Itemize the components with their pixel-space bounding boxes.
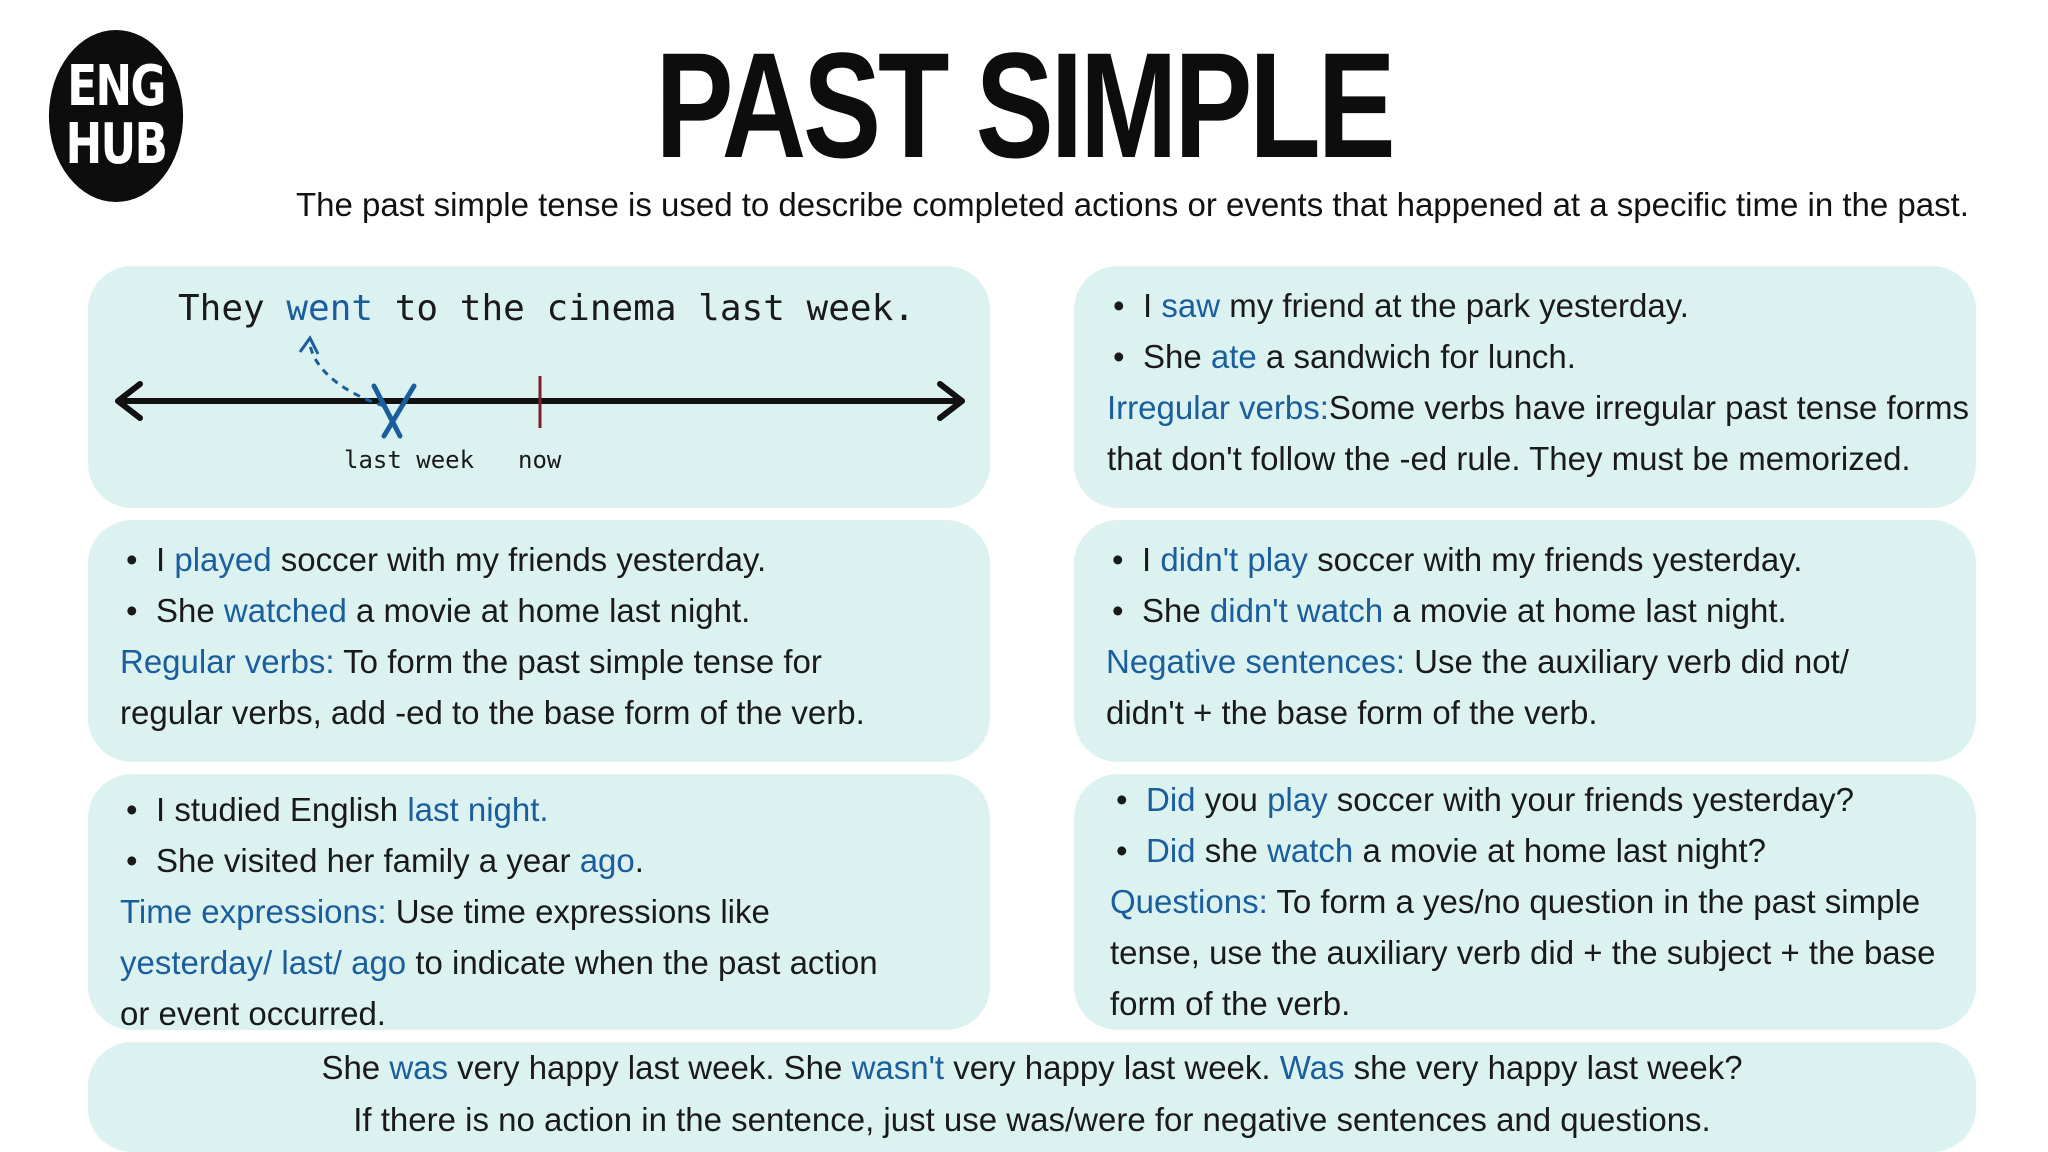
was-s2-verb: wasn't <box>851 1049 945 1086</box>
question-ex2-did: Did <box>1146 832 1196 869</box>
timeline-sentence-pre: They <box>178 288 287 329</box>
page-title: PAST SIMPLE <box>655 21 1393 189</box>
question-ex1-mid: you <box>1195 781 1268 818</box>
regular-rule-label: Regular verbs: <box>120 643 335 680</box>
was-s1-pre: She <box>321 1049 390 1086</box>
marker-last-week-label: last week <box>344 446 475 474</box>
irregular-rule-line-2: that don't follow the -ed rule. They must be memorized. <box>1107 440 1911 477</box>
irregular-rule-line-1: Some verbs have irregular past tense forms <box>1328 389 1970 426</box>
regular-ex2-pre: She <box>156 592 224 629</box>
regular-ex1-verb: played <box>174 541 272 578</box>
time-rule-line-1: Use time expressions like <box>386 893 770 930</box>
irregular-ex2-pre: She <box>1143 338 1211 375</box>
irregular-ex2-verb: ate <box>1210 338 1257 375</box>
question-ex1-did: Did <box>1146 781 1196 818</box>
question-ex2-verb: watch <box>1267 832 1354 869</box>
was-s2-post: very happy last week. <box>944 1049 1280 1086</box>
regular-ex2-post: a movie at home last night. <box>346 592 751 629</box>
negative-ex1-verb: didn't play <box>1160 541 1308 578</box>
questions-rule-line-3: form of the verb. <box>1110 985 1351 1022</box>
questions-rule-line-2: tense, use the auxiliary verb did + the subject + the base <box>1110 934 1936 971</box>
logo-line-1: ENG <box>67 54 165 119</box>
irregular-ex2-post: a sandwich for lunch. <box>1256 338 1576 375</box>
time-ex1-pre: I studied English <box>156 791 408 828</box>
questions-box <box>1074 774 1976 1030</box>
was-s1-verb: was <box>389 1049 449 1086</box>
irregular-rule-label: Irregular verbs: <box>1107 389 1329 426</box>
irregular-example-1 <box>1107 280 1976 331</box>
regular-example-2 <box>120 585 990 636</box>
negative-example-1 <box>1106 534 1976 585</box>
negative-sentences-box <box>1074 520 1976 762</box>
negative-rule-line-1: Use the auxiliary verb did not/ <box>1405 643 1849 680</box>
regular-ex2-verb: watched <box>223 592 347 629</box>
past-curve-arrowhead <box>300 338 318 354</box>
regular-example-1 <box>120 534 990 585</box>
was-s1-post: very happy last week. She <box>448 1049 852 1086</box>
irregular-rule <box>1107 382 1976 484</box>
time-ex2-pre: She visited her family a year <box>156 842 580 879</box>
time-ex2-time: ago <box>579 842 635 879</box>
eng-hub-logo <box>49 30 183 202</box>
regular-ex1-post: soccer with my friends yesterday. <box>271 541 767 578</box>
time-rule-line-2: to indicate when the past action <box>406 944 878 981</box>
question-ex2-post: a movie at home last night? <box>1353 832 1767 869</box>
time-example-1 <box>120 784 990 835</box>
questions-rule <box>1110 876 1976 1029</box>
regular-verbs-box <box>88 520 990 762</box>
time-ex1-time: last night. <box>407 791 549 828</box>
regular-rule <box>120 636 990 738</box>
time-rule-line-3: or event occurred. <box>120 995 386 1032</box>
was-s3-verb: Was <box>1279 1049 1345 1086</box>
question-ex1-post: soccer with your friends yesterday? <box>1327 781 1855 818</box>
question-ex2-mid: she <box>1195 832 1268 869</box>
negative-example-2 <box>1106 585 1976 636</box>
questions-rule-line-1: To form a yes/no question in the past simple <box>1267 883 1921 920</box>
timeline-verb: went <box>286 288 374 329</box>
irregular-example-2 <box>1107 331 1976 382</box>
negative-rule <box>1106 636 1976 738</box>
regular-rule-line-1: To form the past simple tense for <box>334 643 822 680</box>
negative-ex2-post: a movie at home last night. <box>1383 592 1787 629</box>
was-were-rule: If there is no action in the sentence, just use was/were for negative sentences and questions. <box>353 1101 1711 1138</box>
negative-rule-line-2: didn't + the base form of the verb. <box>1106 694 1598 731</box>
question-example-1 <box>1110 774 1976 825</box>
questions-rule-label: Questions: <box>1110 883 1268 920</box>
was-were-examples <box>88 1042 1976 1094</box>
irregular-ex1-post: my friend at the park yesterday. <box>1220 287 1689 324</box>
time-rule <box>120 886 990 1039</box>
past-curve-arrow <box>310 344 384 406</box>
question-example-2 <box>1110 825 1976 876</box>
timeline-sentence-post: to the cinema last week. <box>373 288 915 329</box>
time-expressions-box <box>88 774 990 1030</box>
negative-ex2-pre: She <box>1142 592 1210 629</box>
timeline-box <box>88 266 990 508</box>
time-example-2 <box>120 835 990 886</box>
irregular-ex1-pre: I <box>1143 287 1162 324</box>
irregular-ex1-verb: saw <box>1161 287 1221 324</box>
page-subtitle: The past simple tense is used to describe completed actions or events that happened at a specific time in the past. <box>296 186 1969 223</box>
question-ex1-verb: play <box>1267 781 1328 818</box>
was-were-box <box>88 1042 1976 1152</box>
logo-line-2: HUB <box>65 112 167 177</box>
regular-ex1-pre: I <box>156 541 175 578</box>
time-rule-words: yesterday/ last/ ago <box>120 944 407 981</box>
time-rule-label: Time expressions: <box>120 893 387 930</box>
negative-rule-label: Negative sentences: <box>1106 643 1406 680</box>
was-s3-post: she very happy last week? <box>1344 1049 1743 1086</box>
negative-ex1-post: soccer with my friends yesterday. <box>1307 541 1803 578</box>
time-rule-line-2-wrap <box>120 937 990 988</box>
time-ex2-post: . <box>634 842 644 879</box>
negative-ex1-pre: I <box>1142 541 1161 578</box>
regular-rule-line-2: regular verbs, add -ed to the base form of the verb. <box>120 694 865 731</box>
negative-ex2-verb: didn't watch <box>1209 592 1384 629</box>
irregular-verbs-box <box>1074 266 1976 508</box>
marker-now-label: now <box>518 446 562 474</box>
